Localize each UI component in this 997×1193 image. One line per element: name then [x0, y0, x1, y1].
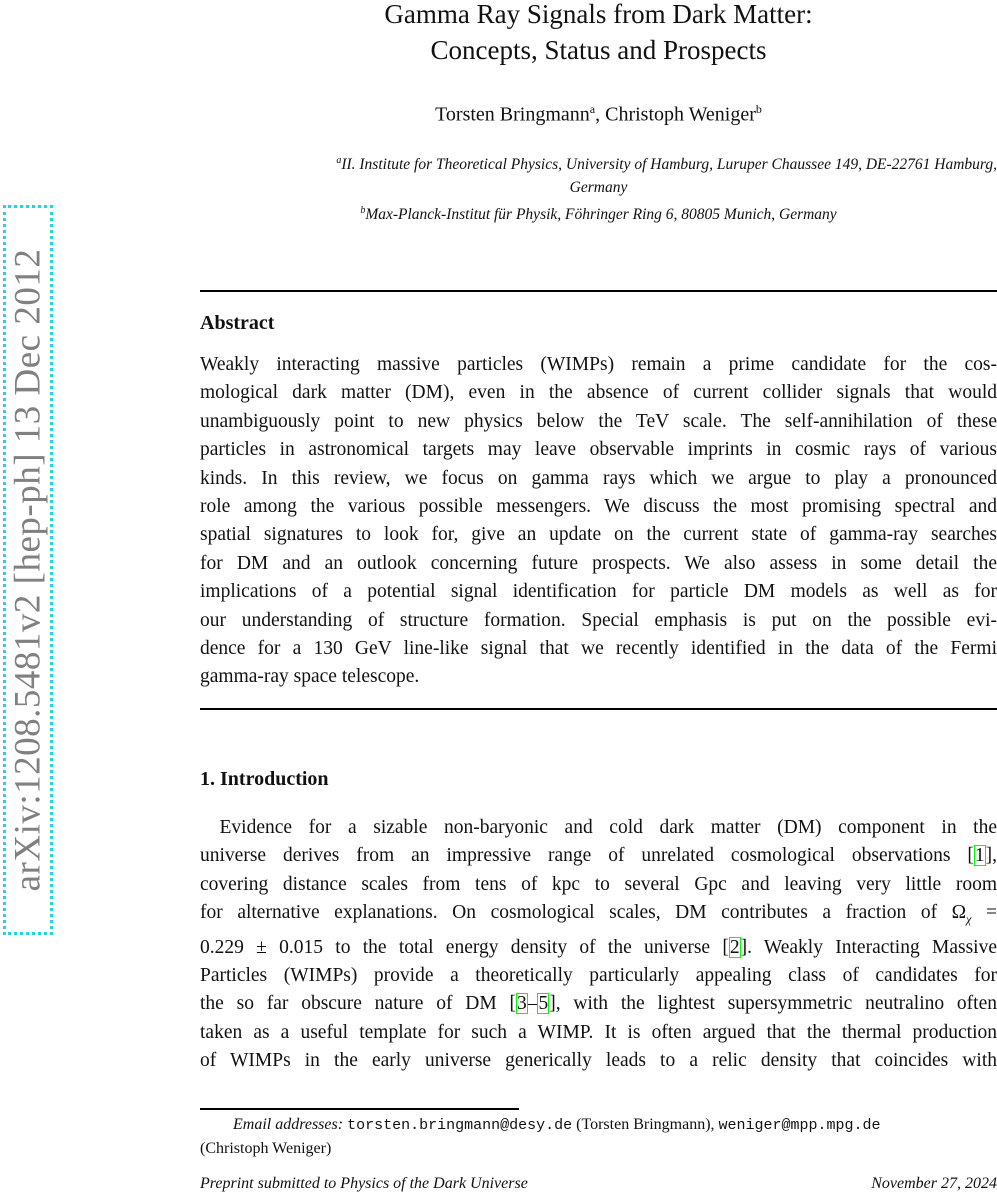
intro-line [200, 1019, 997, 1047]
abstract-line: particles in astronomical targets may leave observable imprints in cosmic rays of various [200, 439, 997, 461]
abstract-line: unambiguously point to new physics below the TeV scale. The self-annihilation of these [200, 410, 997, 432]
abstract-line: role among the various possible messengers. We discuss the most promising spectral and [200, 496, 997, 518]
abstract-top-rule [200, 290, 997, 292]
intro-line [200, 962, 997, 990]
text-segment: = [971, 902, 997, 924]
authors: Torsten Bringmann$^a$, Christoph Weniger$^b$ [435, 102, 762, 126]
aff-text: Max-Planck-Institut für Physik, Föhringer Ring 6, 80805 Munich, Germany [365, 206, 837, 224]
footnote-name: (Christoph Weniger) [200, 1140, 332, 1157]
citation-link[interactable]: 5 [538, 993, 549, 1015]
text-segment: taken as a useful template for such a WIMP. It is often argued that the thermal production [200, 1021, 997, 1043]
author-name: Christoph Weniger [605, 103, 756, 126]
footnote-label: Email addresses: [233, 1116, 344, 1133]
email-link[interactable]: torsten.bringmann@desy.de [347, 1117, 573, 1134]
intro-line [200, 871, 997, 899]
text-segment: Evidence for a sizable non-baryonic and cold dark matter (DM) component in the [200, 817, 997, 838]
abstract-bottom-rule [200, 708, 997, 710]
text-segment: covering distance scales from tens of kpc to several Gpc and leaving very little room [200, 873, 997, 895]
intro-line [200, 990, 997, 1018]
text-segment: for alternative explanations. On cosmological scales, DM contributes a fraction of Ω [200, 902, 967, 924]
abstract-line: dence for a 130 GeV line-like signal that we recently identified in the data of the Fermi [200, 638, 997, 660]
footer-date: November 27, 2024 [871, 1175, 997, 1192]
intro-line [200, 934, 997, 962]
intro-line [200, 814, 997, 842]
abstract-body [200, 351, 997, 692]
abstract-line: mological dark matter (DM), even in the absence of current collider signals that would [200, 382, 997, 404]
text-segment: – [527, 993, 538, 1015]
affiliation-a [200, 149, 997, 176]
intro-line [200, 842, 997, 870]
author-sup: b [755, 102, 762, 116]
title-line: Concepts, Status and Prospects [430, 35, 767, 65]
page-footer [200, 1172, 997, 1193]
affiliation-b [200, 199, 997, 226]
abstract-heading: Abstract [200, 312, 275, 334]
affiliations [200, 149, 997, 226]
text-segment: 0.229 ± 0.015 to the total energy density of the universe [ [200, 936, 729, 958]
abstract-line: our understanding of structure formation. Special emphasis is put on the possible evi- [200, 609, 997, 631]
aff-text: II. Institute for Theoretical Physics, University of Hamburg, Luruper Chaussee 149, DE-22761 Hamburg, [341, 156, 997, 174]
footnote [200, 1113, 997, 1160]
author-name: Torsten Bringmann [435, 103, 590, 126]
abstract-line: Weakly interacting massive particles (WIMPs) remain a prime candidate for the cos- [200, 354, 997, 375]
author-sup: a [589, 102, 596, 116]
text-segment: ], [985, 845, 997, 867]
citation-link[interactable]: 3 [516, 993, 527, 1015]
aff-sup: a [336, 155, 342, 166]
text-segment: Particles (WIMPs) provide a theoretically particularly appealing class of candidates for [200, 964, 997, 986]
aff-sup: b [360, 205, 366, 217]
text-segment: ]. Weakly Interacting Massive [740, 936, 997, 958]
text-segment: of WIMPs in the early universe generically leads to a relic density that coincides with [200, 1050, 997, 1072]
abstract-line: kinds. In this review, we focus on gamma rays which we argue to play a pronounced [200, 467, 997, 489]
arxiv-identifier: arXiv:1208.5481v2 [hep-ph] 13 Dec 2012 [7, 248, 49, 892]
footnote-name: (Torsten Bringmann), [576, 1116, 715, 1133]
section-heading-introduction: 1. Introduction [200, 768, 329, 790]
citation-link[interactable]: 2 [729, 936, 740, 958]
abstract-line: gamma-ray space telescope. [200, 666, 420, 688]
introduction-body [200, 814, 997, 1076]
paper-title [200, 0, 997, 68]
math-subscript: χ [966, 912, 972, 927]
abstract-line: spatial signatures to look for, give an update on the current state of gamma-ray searches [200, 524, 997, 546]
abstract-line: for DM and an outlook concerning future prospects. We also assess in some detail the [200, 552, 997, 574]
abstract-line: implications of a potential signal identification for particle DM models as well as for [200, 581, 997, 603]
text-segment: the so far obscure nature of DM [ [200, 993, 516, 1015]
intro-line [200, 1047, 997, 1075]
email-link[interactable]: weniger@mpp.mpg.de [718, 1117, 881, 1134]
footer-journal: Preprint submitted to Physics of the Dark Universe [200, 1175, 528, 1192]
footnote-rule [200, 1108, 519, 1110]
arxiv-stamp [3, 205, 53, 935]
intro-line [200, 899, 997, 933]
title-line: Gamma Ray Signals from Dark Matter: [384, 0, 813, 29]
aff-text-cont: Germany [569, 179, 628, 197]
text-segment: ], with the lightest supersymmetric neutralino often [549, 993, 997, 1015]
text-segment: universe derives from an impressive range of unrelated cosmological observations [ [200, 845, 974, 867]
citation-link[interactable]: 1 [974, 845, 985, 867]
